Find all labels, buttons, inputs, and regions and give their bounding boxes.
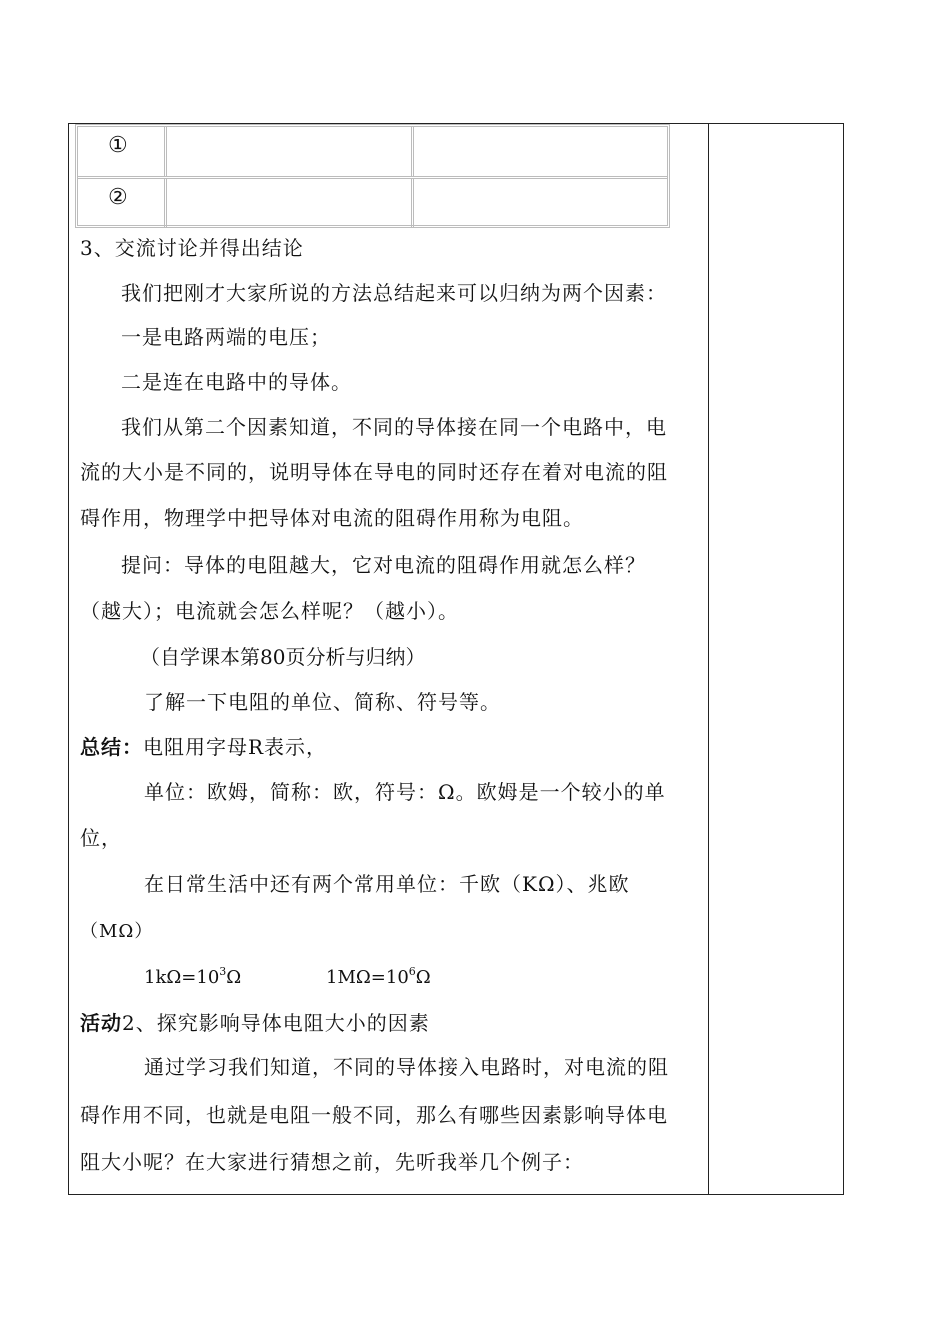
formula-unit: Ω (226, 967, 242, 988)
paragraph-line: 碍作用不同，也就是电阻一般不同，那么有哪些因素影响导体电 (80, 1103, 668, 1127)
formula-base: 1kΩ=10 (144, 967, 220, 988)
inner-table-row (78, 176, 667, 228)
paragraph-line: 通过学习我们知道，不同的导体接入电路时，对电流的阻 (144, 1055, 669, 1079)
section-heading: 3、交流讨论并得出结论 (80, 236, 304, 260)
inner-table-cell (411, 179, 667, 228)
inner-table-cell (164, 127, 411, 176)
paragraph-line: 单位：欧姆，简称：欧，符号：Ω。欧姆是一个较小的单 (144, 780, 666, 804)
paragraph-line: 碍作用，物理学中把导体对电流的阻碍作用称为电阻。 (80, 506, 584, 530)
paragraph-line: 阻大小呢？在大家进行猜想之前，先听我举几个例子： (80, 1150, 584, 1174)
paragraph-line: （MΩ） (80, 921, 154, 942)
paragraph-line: （自学课本第80页分析与归纳） (140, 645, 426, 669)
activity-title: 2、探究影响导体电阻大小的因素 (122, 1011, 430, 1035)
summary-text: 电阻用字母R表示， (143, 735, 328, 759)
formula-exponent: 3 (219, 965, 227, 978)
paragraph-line: 二是连在电路中的导体。 (121, 370, 352, 394)
summary-label: 总结： (80, 735, 143, 759)
activity-heading (80, 1011, 430, 1035)
paragraph-line: 一是电路两端的电压； (121, 325, 331, 349)
paragraph-line: 我们把刚才大家所说的方法总结起来可以归纳为两个因素： (121, 281, 667, 305)
paragraph-line: 了解一下电阻的单位、简称、符号等。 (144, 690, 501, 714)
paragraph-line: 我们从第二个因素知道，不同的导体接在同一个电路中，电 (121, 415, 667, 439)
summary-line (80, 735, 327, 759)
paragraph-line: 流的大小是不同的，说明导体在导电的同时还存在着对电流的阻 (80, 460, 668, 484)
unit-conversion-k (144, 966, 241, 990)
inner-table-cell (78, 127, 164, 176)
row-number: ① (108, 133, 128, 158)
unit-conversion-m (326, 966, 431, 990)
inner-table-cell (78, 179, 164, 228)
table-column-divider (708, 123, 709, 1195)
row-number: ② (108, 185, 128, 210)
formula-unit: Ω (415, 967, 431, 988)
paragraph-line: 在日常生活中还有两个常用单位：千欧（KΩ）、兆欧 (144, 872, 630, 896)
inner-table (75, 124, 670, 228)
inner-table-row (78, 127, 667, 176)
formula-exponent: 6 (408, 965, 416, 978)
inner-table-cell (164, 179, 411, 228)
paragraph-line: （越大）；电流就会怎么样呢？（越小）。 (80, 599, 459, 623)
activity-label: 活动 (80, 1011, 122, 1035)
paragraph-line: 位， (80, 826, 122, 850)
inner-table-cell (411, 127, 667, 176)
paragraph-line: 提问：导体的电阻越大，它对电流的阻碍作用就怎么样？ (121, 553, 646, 577)
formula-base: 1MΩ=10 (326, 967, 409, 988)
